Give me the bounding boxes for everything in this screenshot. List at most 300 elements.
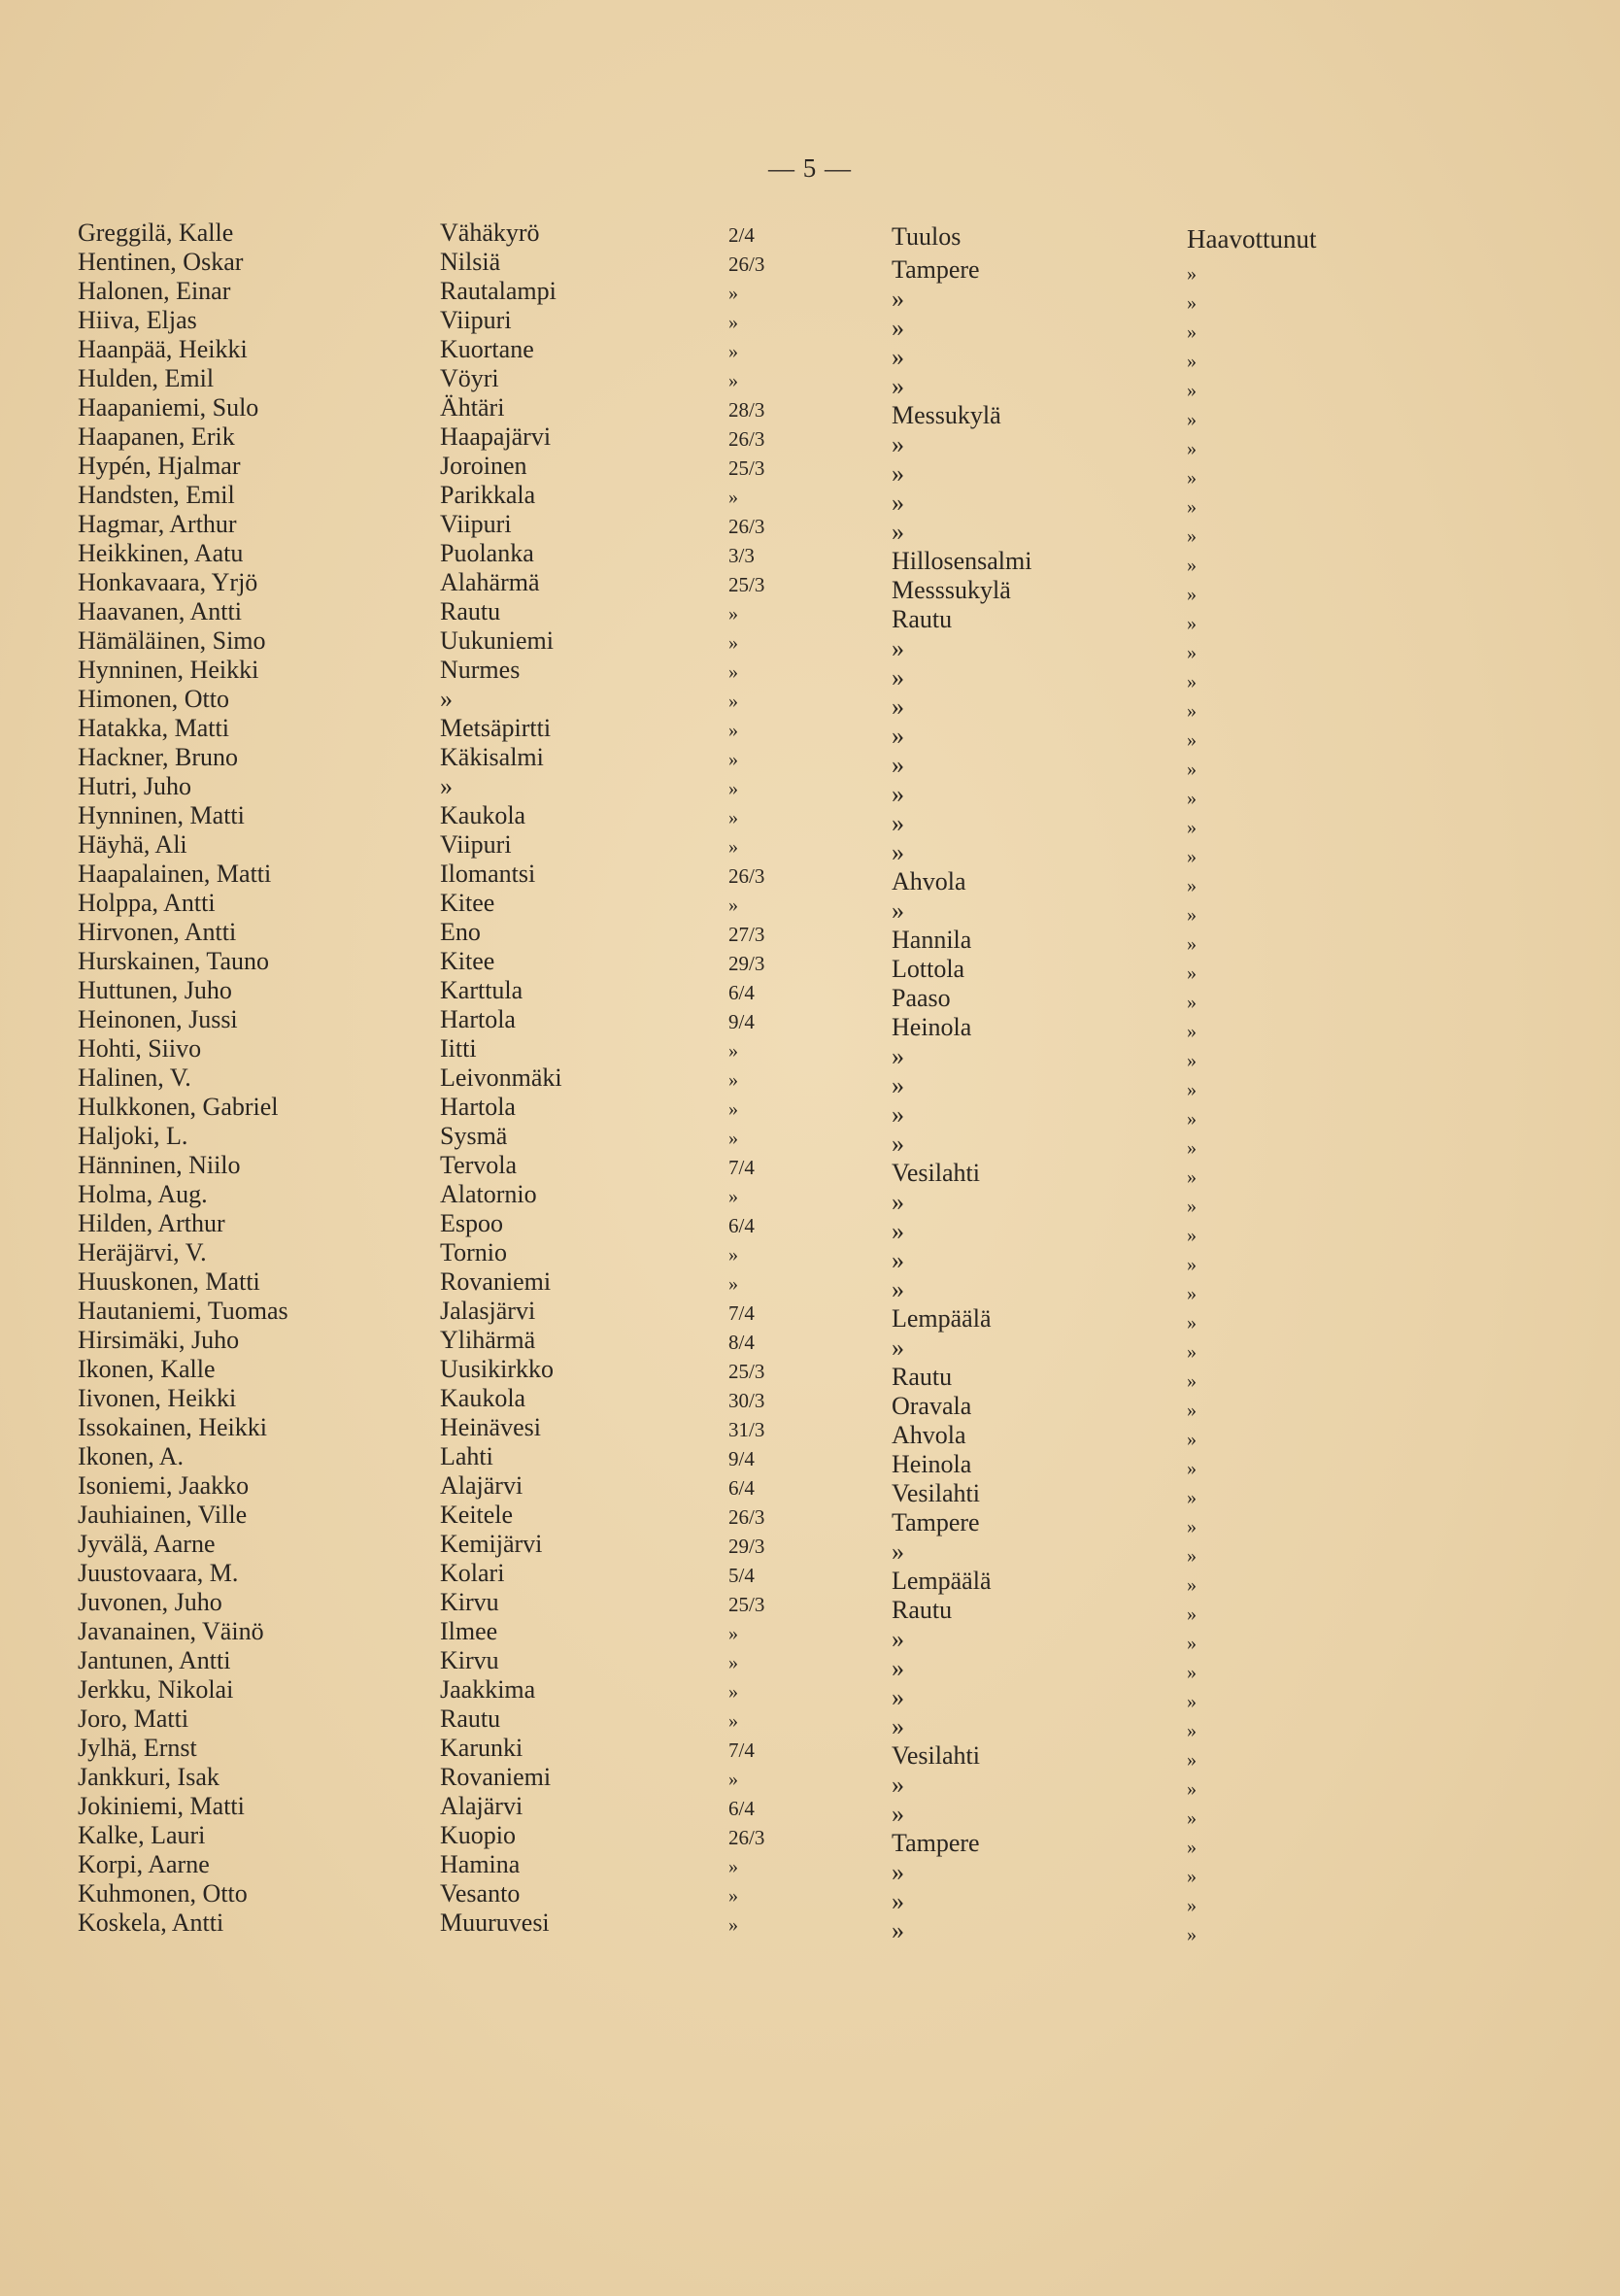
date: 27/3 [728, 923, 765, 946]
date: 5/4 [728, 1564, 755, 1587]
home-parish: Hartola [440, 1093, 516, 1121]
list-row [0, 1180, 1620, 1217]
date: » [728, 487, 738, 508]
person-name: Ikonen, A. [78, 1442, 185, 1470]
home-parish: Ähtäri [440, 393, 505, 422]
list-row [0, 1093, 1620, 1130]
home-parish: Rovaniemi [440, 1763, 552, 1791]
person-name: Kuhmonen, Otto [78, 1879, 248, 1908]
list-row [0, 1297, 1620, 1334]
home-parish: Parikkala [440, 481, 536, 509]
person-name: Jankkuri, Isak [78, 1763, 219, 1791]
status: » [1187, 1924, 1197, 1945]
list-row [0, 1413, 1620, 1450]
status: » [1187, 1079, 1197, 1100]
date: » [728, 1652, 738, 1673]
status: » [1187, 729, 1197, 751]
person-name: Hypén, Hjalmar [78, 452, 241, 480]
date: » [728, 720, 738, 741]
status: » [1187, 555, 1197, 576]
person-name: Jerkku, Nikolai [78, 1675, 234, 1704]
status: » [1187, 1429, 1197, 1450]
person-name: Haavanen, Antti [78, 597, 242, 625]
person-name: Hämäläinen, Simo [78, 626, 266, 655]
home-parish: Alatornio [440, 1180, 537, 1208]
date: » [728, 1244, 738, 1266]
date: » [728, 778, 738, 799]
place: » [892, 489, 904, 517]
date: » [728, 1098, 738, 1120]
home-parish: Kuopio [440, 1821, 516, 1849]
status: » [1187, 1196, 1197, 1217]
status: » [1187, 992, 1197, 1013]
place: » [892, 1042, 904, 1070]
status: » [1187, 613, 1197, 634]
person-name: Jauhiainen, Ville [78, 1501, 248, 1529]
date: » [728, 1856, 738, 1877]
place: Hillosensalmi [892, 547, 1032, 575]
status: » [1187, 642, 1197, 663]
date: » [728, 1681, 738, 1703]
person-name: Hagmar, Arthur [78, 510, 237, 538]
status: » [1187, 1400, 1197, 1421]
home-parish: Puolanka [440, 539, 534, 567]
place: Hannila [892, 926, 972, 954]
place: » [892, 1217, 904, 1245]
date: 29/3 [728, 1535, 765, 1558]
home-parish: Metsäpirtti [440, 714, 552, 742]
list-row [0, 1879, 1620, 1916]
person-name: Honkavaara, Yrjö [78, 568, 258, 596]
place: » [892, 692, 904, 721]
place: » [892, 1188, 904, 1216]
place: Tampere [892, 255, 980, 284]
list-row [0, 860, 1620, 896]
person-name: Hynninen, Heikki [78, 656, 259, 684]
place: Lottola [892, 955, 965, 983]
status: » [1187, 467, 1197, 489]
casualty-list [0, 219, 1620, 1945]
person-name: Issokainen, Heikki [78, 1413, 267, 1441]
place: Heinola [892, 1450, 972, 1478]
list-row [0, 1792, 1620, 1829]
person-name: Kalke, Lauri [78, 1821, 206, 1849]
date: » [728, 1273, 738, 1295]
place: » [892, 663, 904, 692]
status: » [1187, 1837, 1197, 1858]
home-parish: Uusikirkko [440, 1355, 554, 1383]
list-row [0, 1122, 1620, 1159]
status: » [1187, 1137, 1197, 1159]
list-row [0, 422, 1620, 459]
place: » [892, 1130, 904, 1158]
place: Rautu [892, 1596, 953, 1624]
date: 8/4 [728, 1331, 755, 1354]
status: » [1187, 1370, 1197, 1392]
status: » [1187, 292, 1197, 314]
place: Messsukylä [892, 576, 1011, 604]
list-row [0, 452, 1620, 489]
person-name: Hiiva, Eljas [78, 306, 197, 334]
person-name: Hulden, Emil [78, 364, 215, 392]
place: Tuulos [892, 222, 962, 251]
list-row [0, 306, 1620, 343]
person-name: Haapaniemi, Sulo [78, 393, 259, 422]
home-parish: Espoo [440, 1209, 503, 1237]
home-parish: Nilsiä [440, 248, 501, 276]
list-row [0, 510, 1620, 547]
status: » [1187, 788, 1197, 809]
home-parish: Ylihärmä [440, 1326, 536, 1354]
home-parish: » [440, 685, 453, 713]
home-parish: Haapajärvi [440, 422, 552, 451]
place: » [892, 1683, 904, 1711]
place: » [892, 372, 904, 400]
home-parish: Ilmee [440, 1617, 498, 1645]
place: » [892, 838, 904, 866]
person-name: Huuskonen, Matti [78, 1267, 260, 1296]
home-parish: Muuruvesi [440, 1908, 550, 1937]
status: Haavottunut [1187, 224, 1317, 253]
status: » [1187, 1778, 1197, 1800]
home-parish: Jaakkima [440, 1675, 536, 1704]
place: Vesilahti [892, 1479, 980, 1507]
date: 31/3 [728, 1418, 765, 1441]
status: » [1187, 1021, 1197, 1042]
place: » [892, 459, 904, 488]
place: » [892, 1654, 904, 1682]
person-name: Javanainen, Väinö [78, 1617, 264, 1645]
list-row [0, 947, 1620, 984]
person-name: Jyvälä, Aarne [78, 1530, 216, 1558]
date: 6/4 [728, 1214, 755, 1237]
person-name: Handsten, Emil [78, 481, 235, 509]
list-row [0, 1064, 1620, 1100]
status: » [1187, 700, 1197, 722]
home-parish: Kitee [440, 947, 495, 975]
status: » [1187, 1604, 1197, 1625]
date: » [728, 749, 738, 770]
person-name: Holma, Aug. [78, 1180, 208, 1208]
home-parish: Kaukola [440, 801, 526, 829]
home-parish: Kolari [440, 1559, 505, 1587]
person-name: Hutri, Juho [78, 772, 191, 800]
person-name: Jantunen, Antti [78, 1646, 231, 1674]
place: » [892, 1625, 904, 1653]
person-name: Korpi, Aarne [78, 1850, 210, 1878]
place: » [892, 518, 904, 546]
date: 6/4 [728, 1476, 755, 1500]
status: » [1187, 1166, 1197, 1188]
date: » [728, 1040, 738, 1062]
home-parish: Kemijärvi [440, 1530, 543, 1558]
date: 9/4 [728, 1447, 755, 1470]
place: » [892, 1858, 904, 1886]
home-parish: Iitti [440, 1034, 477, 1063]
list-row [0, 248, 1620, 285]
date: 25/3 [728, 1593, 765, 1616]
home-parish: Eno [440, 918, 481, 946]
status: » [1187, 1807, 1197, 1829]
home-parish: Rovaniemi [440, 1267, 552, 1296]
place: » [892, 1246, 904, 1274]
date: 2/4 [728, 223, 755, 247]
person-name: Haapalainen, Matti [78, 860, 272, 888]
list-row [0, 1763, 1620, 1800]
place: » [892, 809, 904, 837]
date: 25/3 [728, 573, 765, 596]
date: 26/3 [728, 1505, 765, 1529]
list-row [0, 743, 1620, 780]
person-name: Greggilä, Kalle [78, 219, 234, 247]
status: » [1187, 1691, 1197, 1712]
person-name: Iivonen, Heikki [78, 1384, 237, 1412]
status: » [1187, 1225, 1197, 1246]
date: 26/3 [728, 427, 765, 451]
list-row [0, 219, 1620, 253]
person-name: Koskela, Antti [78, 1908, 224, 1937]
home-parish: Uukuniemi [440, 626, 554, 655]
place: Rautu [892, 605, 953, 633]
place: Heinola [892, 1013, 972, 1041]
home-parish: Käkisalmi [440, 743, 544, 771]
list-row [0, 1267, 1620, 1304]
list-row [0, 1821, 1620, 1858]
list-row [0, 1151, 1620, 1188]
home-parish: Rautu [440, 597, 501, 625]
person-name: Haanpää, Heikki [78, 335, 248, 363]
page-number: — 5 — [768, 153, 852, 183]
home-parish: Kirvu [440, 1588, 499, 1616]
home-parish: Alajärvi [440, 1471, 523, 1500]
person-name: Juustovaara, M. [78, 1559, 239, 1587]
list-row [0, 1588, 1620, 1625]
list-row [0, 918, 1620, 955]
list-row [0, 568, 1620, 605]
list-row [0, 1442, 1620, 1479]
person-name: Heräjärvi, V. [78, 1238, 207, 1266]
list-row [0, 597, 1620, 634]
list-row [0, 1617, 1620, 1654]
status: » [1187, 933, 1197, 955]
person-name: Huttunen, Juho [78, 976, 232, 1004]
place: » [892, 722, 904, 750]
list-row [0, 1209, 1620, 1246]
place: » [892, 343, 904, 371]
list-row [0, 1734, 1620, 1771]
place: » [892, 1071, 904, 1099]
status: » [1187, 1633, 1197, 1654]
person-name: Haljoki, L. [78, 1122, 188, 1150]
place: » [892, 751, 904, 779]
person-name: Haapanen, Erik [78, 422, 235, 451]
place: Tampere [892, 1508, 980, 1536]
status: » [1187, 1545, 1197, 1567]
list-row [0, 1384, 1620, 1421]
status: » [1187, 1662, 1197, 1683]
status: » [1187, 321, 1197, 343]
status: » [1187, 1516, 1197, 1537]
status: » [1187, 584, 1197, 605]
place: » [892, 285, 904, 313]
status: » [1187, 1341, 1197, 1363]
person-name: Hilden, Arthur [78, 1209, 225, 1237]
person-name: Himonen, Otto [78, 685, 229, 713]
home-parish: Kaukola [440, 1384, 526, 1412]
date: » [728, 341, 738, 362]
date: 26/3 [728, 253, 765, 276]
list-row [0, 481, 1620, 518]
status: » [1187, 263, 1197, 285]
person-name: Halinen, V. [78, 1064, 191, 1092]
place: » [892, 1334, 904, 1362]
place: » [892, 1275, 904, 1303]
person-name: Hatakka, Matti [78, 714, 229, 742]
place: Rautu [892, 1363, 953, 1391]
list-row [0, 364, 1620, 401]
list-row [0, 685, 1620, 722]
home-parish: Alahärmä [440, 568, 540, 596]
date: 7/4 [728, 1156, 755, 1179]
place: » [892, 634, 904, 662]
date: 26/3 [728, 864, 765, 888]
date: » [728, 661, 738, 683]
list-row [0, 1034, 1620, 1071]
date: 30/3 [728, 1389, 765, 1412]
place: Ahvola [892, 867, 966, 895]
list-row [0, 1850, 1620, 1887]
list-row [0, 714, 1620, 751]
home-parish: Kirvu [440, 1646, 499, 1674]
list-row [0, 656, 1620, 692]
date: 25/3 [728, 1360, 765, 1383]
status: » [1187, 525, 1197, 547]
home-parish: Viipuri [440, 306, 512, 334]
list-row [0, 1238, 1620, 1275]
place: Lempäälä [892, 1567, 992, 1595]
home-parish: Vöyri [440, 364, 499, 392]
status: » [1187, 409, 1197, 430]
list-row [0, 1675, 1620, 1712]
place: » [892, 1712, 904, 1740]
home-parish: Nurmes [440, 656, 521, 684]
place: » [892, 896, 904, 925]
list-row [0, 335, 1620, 372]
date: 6/4 [728, 981, 755, 1004]
status: » [1187, 1720, 1197, 1741]
status: » [1187, 351, 1197, 372]
list-row [0, 772, 1620, 809]
date: » [728, 603, 738, 625]
status: » [1187, 904, 1197, 926]
place: » [892, 780, 904, 808]
list-row [0, 539, 1620, 576]
home-parish: Leivonmäki [440, 1064, 562, 1092]
list-row [0, 1005, 1620, 1042]
person-name: Hirsimäki, Juho [78, 1326, 240, 1354]
date: » [728, 1885, 738, 1907]
date: » [728, 1623, 738, 1644]
date: 9/4 [728, 1010, 755, 1033]
status: » [1187, 380, 1197, 401]
date: » [728, 1186, 738, 1207]
status: » [1187, 496, 1197, 518]
home-parish: Tornio [440, 1238, 507, 1266]
date: 3/3 [728, 544, 755, 567]
home-parish: Ilomantsi [440, 860, 536, 888]
list-row [0, 801, 1620, 838]
date: » [728, 1710, 738, 1732]
person-name: Hentinen, Oskar [78, 248, 244, 276]
home-parish: Rautu [440, 1705, 501, 1733]
list-row [0, 1705, 1620, 1741]
person-name: Isoniemi, Jaakko [78, 1471, 250, 1500]
date: 28/3 [728, 398, 765, 422]
status: » [1187, 1574, 1197, 1596]
date: » [728, 283, 738, 304]
person-name: Jokiniemi, Matti [78, 1792, 245, 1820]
date: » [728, 312, 738, 333]
list-row [0, 1559, 1620, 1596]
person-name: Hirvonen, Antti [78, 918, 237, 946]
home-parish: Sysmä [440, 1122, 508, 1150]
date: 26/3 [728, 515, 765, 538]
person-name: Hurskainen, Tauno [78, 947, 269, 975]
place: » [892, 1100, 904, 1129]
list-row [0, 1908, 1620, 1945]
home-parish: Kitee [440, 889, 495, 917]
status: » [1187, 671, 1197, 692]
person-name: Ikonen, Kalle [78, 1355, 216, 1383]
status: » [1187, 1283, 1197, 1304]
person-name: Hackner, Bruno [78, 743, 239, 771]
status: » [1187, 759, 1197, 780]
status: » [1187, 1108, 1197, 1130]
person-name: Hautaniemi, Tuomas [78, 1297, 288, 1325]
home-parish: Karunki [440, 1734, 523, 1762]
home-parish: Kuortane [440, 335, 534, 363]
list-row [0, 830, 1620, 867]
date: » [728, 1914, 738, 1936]
status: » [1187, 1254, 1197, 1275]
place: » [892, 1537, 904, 1566]
date: » [728, 1069, 738, 1091]
home-parish: Heinävesi [440, 1413, 541, 1441]
home-parish: Joroinen [440, 452, 527, 480]
status: » [1187, 1866, 1197, 1887]
place: Vesilahti [892, 1159, 980, 1187]
place: Lempäälä [892, 1304, 992, 1333]
person-name: Juvonen, Juho [78, 1588, 222, 1616]
date: » [728, 1769, 738, 1790]
place: » [892, 1887, 904, 1915]
home-parish: Rautalampi [440, 277, 557, 305]
date: » [728, 895, 738, 916]
list-row [0, 1646, 1620, 1683]
list-row [0, 889, 1620, 926]
date: 6/4 [728, 1797, 755, 1820]
place: Oravala [892, 1392, 972, 1420]
place: » [892, 430, 904, 458]
status: » [1187, 1458, 1197, 1479]
person-name: Heinonen, Jussi [78, 1005, 238, 1033]
home-parish: Hamina [440, 1850, 521, 1878]
person-name: Halonen, Einar [78, 277, 231, 305]
list-row [0, 1530, 1620, 1567]
status: » [1187, 962, 1197, 984]
place: Paaso [892, 984, 951, 1012]
date: » [728, 1128, 738, 1149]
